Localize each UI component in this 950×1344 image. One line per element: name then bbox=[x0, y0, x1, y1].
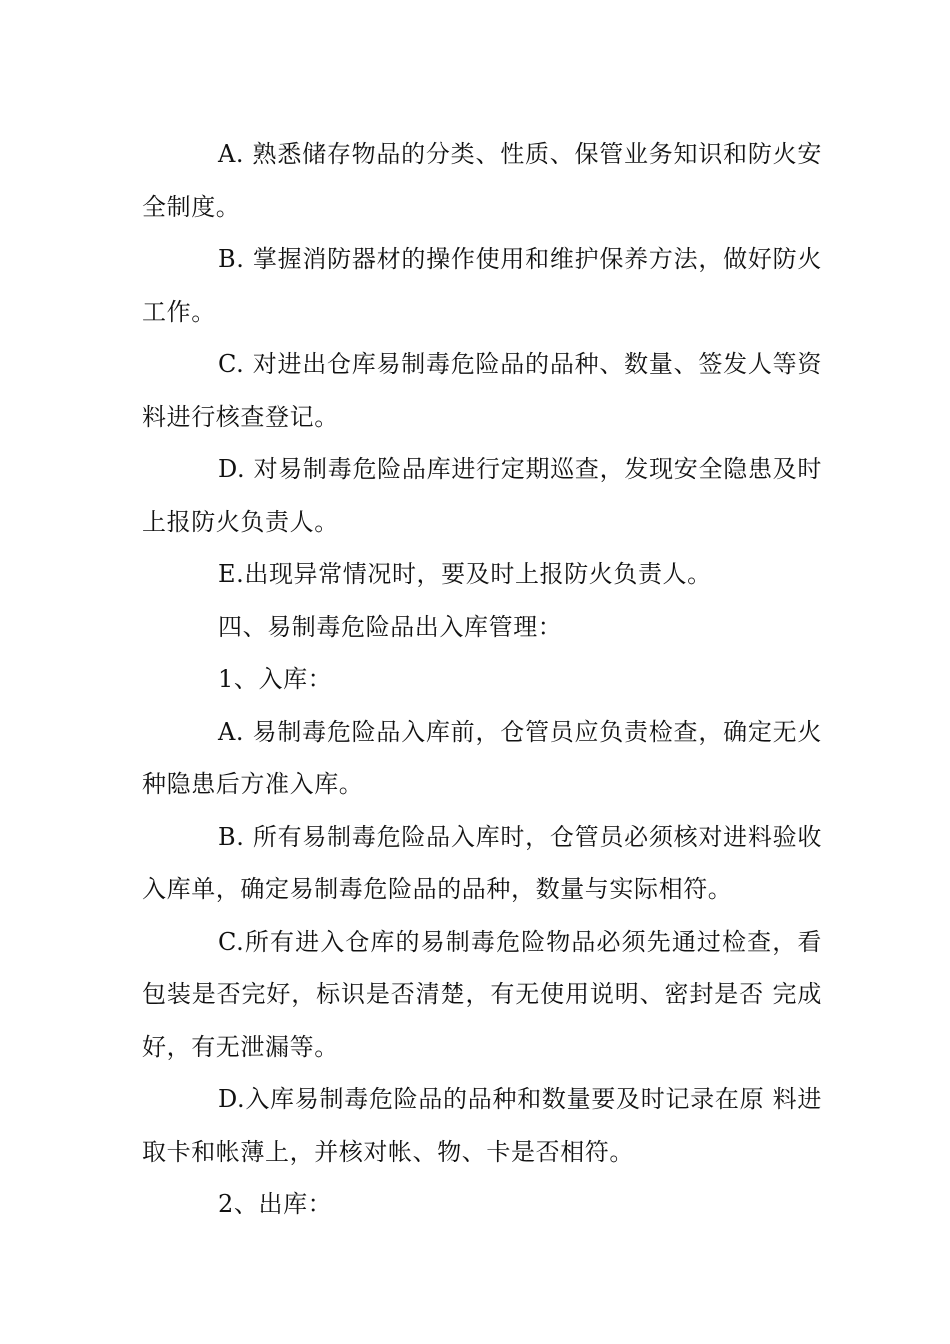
paragraph-inbound-d: D.入库易制毒危险品的品种和数量要及时记录在原 料进取卡和帐薄上，并核对帐、物、卡是否相符。 bbox=[142, 1085, 822, 1166]
paragraph-inbound-b: B. 所有易制毒危险品入库时，仓管员必须核对进料验收入库单，确定易制毒危险品的品种，数量与实际相符。 bbox=[142, 822, 822, 903]
paragraph-c-verify-records: C. 对进出仓库易制毒危险品的品种、数量、签发人等资料进行核查登记。 bbox=[142, 350, 822, 431]
paragraph-a-familiarize: A. 熟悉储存物品的分类、性质、保管业务知识和防火安全制度。 bbox=[142, 140, 822, 221]
document-body bbox=[142, 128, 822, 1231]
paragraph-inbound-a: A. 易制毒危险品入库前，仓管员应负责检查，确定无火种隐患后方准入库。 bbox=[142, 717, 822, 798]
paragraph-e-report: E.出现异常情况时，要及时上报防火负责人。 bbox=[218, 560, 712, 588]
paragraph-b-fire-equipment: B. 掌握消防器材的操作使用和维护保养方法，做好防火工作。 bbox=[142, 245, 822, 326]
subheading-outbound: 2、出库： bbox=[218, 1190, 333, 1218]
paragraph-inbound-c: C.所有进入仓库的易制毒危险物品必须先通过检查，看包装是否完好，标识是否清楚，有无使用说明、密封是否 完成好，有无泄漏等。 bbox=[142, 927, 822, 1061]
subheading-inbound: 1、入库： bbox=[218, 665, 333, 693]
section-heading-storage-management: 四、易制毒危险品出入库管理： bbox=[218, 612, 563, 641]
paragraph-d-inspection: D. 对易制毒危险品库进行定期巡查，发现安全隐患及时上报防火负责人。 bbox=[142, 455, 822, 536]
